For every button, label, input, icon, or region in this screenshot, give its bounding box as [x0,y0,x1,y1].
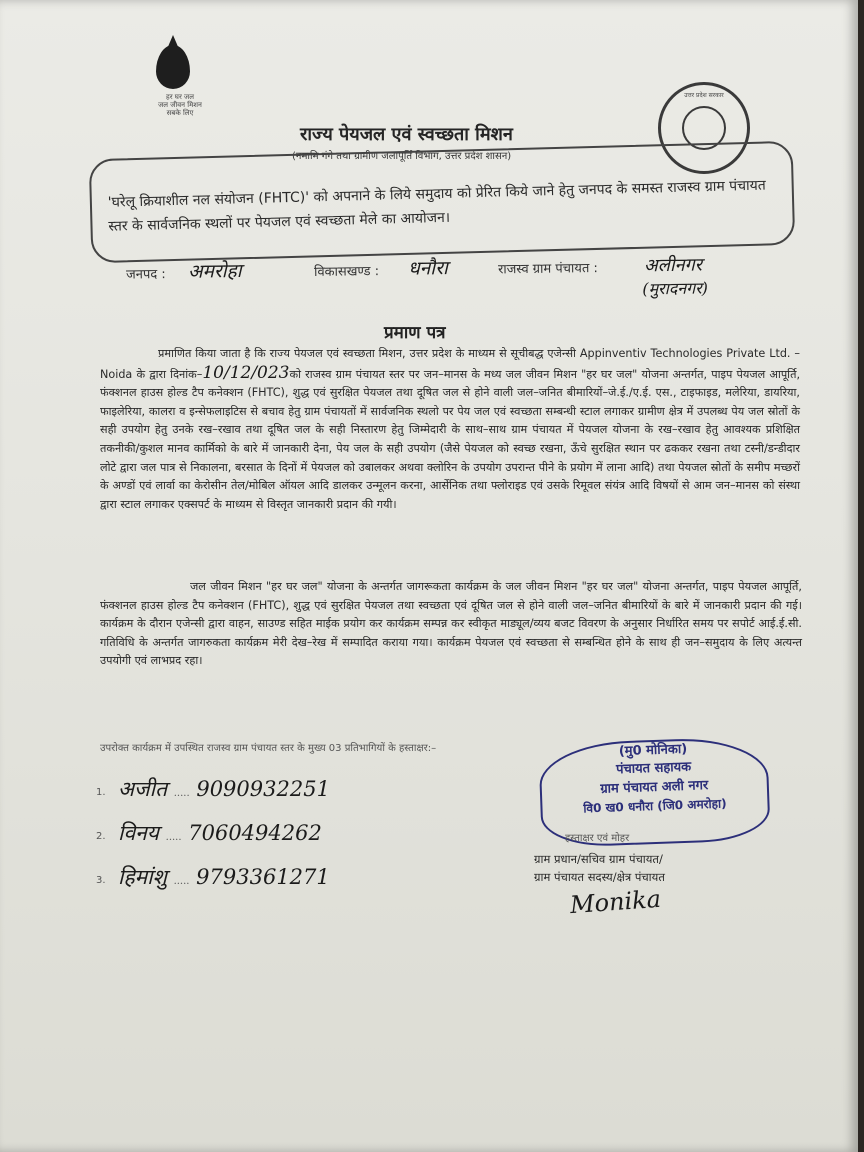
block-value: धनौरा [407,257,448,280]
location-fields [125,254,786,299]
participant-number: 1. [96,787,106,798]
har-ghar-jal-logo [140,45,220,117]
panchayat-value-alt: (मुरादनगर) [642,278,709,299]
banner-text: 'घरेलू क्रियाशील नल संयोजन (FHTC)' को अपनाने के लिये समुदाय को प्रेरित किये जाने हेतु जनपद के समस्त राजस्व ग्राम पंचायत स्तर के सार्वजनिक स्थलों पर पेयजल एवं स्वच्छता मेले का आयोजन। [107,177,766,235]
participant-entry: अजीत ..... 9090932251 [118,777,330,801]
page-subtitle: (नमामि गंगे तथा ग्रामीण जलापूर्ति विभाग, उत्तर प्रदेश शासन) [292,151,512,162]
designation-line-2: ग्राम पंचायत सदस्य/क्षेत्र पंचायत [534,870,665,884]
certificate-heading: प्रमाण पत्र [384,323,446,343]
participant-name: विनय [118,821,159,845]
participant-phone: 9793361271 [196,865,330,889]
stamp-line-2: पंचायत सहायक [615,759,692,778]
logo-text: हर घर जल जल जीवन मिशन सबके लिए [158,93,202,117]
stamp-line-3: ग्राम पंचायत अली नगर [600,778,709,797]
block-label: विकासखण्ड : [313,264,380,280]
certificate-paragraph-1 [100,345,800,514]
participant-name: अजीत [118,777,168,801]
district-value: अमरोहा [187,259,242,283]
page-title: राज्य पेयजल एवं स्वच्छता मिशन [300,124,513,145]
certificate-paragraph-2: जल जीवन मिशन "हर घर जल" योजना के अन्तर्गत जागरूकता कार्यक्रम के जल जीवन मिशन "हर घर जल" योजना अन्तर्गत, पाइप पेयजल आपूर्ति, फंक्शनल हाउस होल्ड टैप कनेक्शन (FHTC), शुद्ध एवं सुरक्षित पेयजल तथा स्वच्छता एवं दूषित जल से होने वाली जल–जनित बीमारियों के बारे में जानकारी प्रदान की गई। कार्यक्रम के दौरान एजेन्सी द्वारा वाहन, साउण्ड सहित माईक प्रयोग कर कार्यक्रम सम्पन्न कर स्वीकृत माड्यूल/व्यय बजट विवरण के अनुसार निर्धारित समय पर सपोर्ट आई.ई.सी. गतिविधि के अन्तर्गत जागरुकता कार्यक्रम मेरी देख–रेख में सम्पादित कराया गया। कार्यक्रम पेयजल एवं स्वच्छता से सम्बन्धित होने के साथ ही जन–समुदाय के लिए अत्यन्त उपयोगी एवं लाभप्रद रहा। [100,580,802,668]
participant-number: 2. [96,831,106,842]
water-drop-icon [156,45,190,89]
handwritten-signature: Monika [569,884,662,920]
stamp-text [547,738,761,819]
participant-entry: विनय ..... 7060494262 [118,821,322,845]
para1-part-b: को राजस्व ग्राम पंचायत स्तर पर जन–मानस के मध्य जल जीवन मिशन "हर घर जल" योजना अन्तर्गत, पाइप पेयजल आपूर्ति, फंक्शनल हाउस होल्ड टैप कनेक्शन (FHTC), शुद्ध एवं सुरक्षित पेयजल तथा दूषित जल से होने वाली जल–जनित बीमारियों–जे.ई./ए.ई. एस., टाइफाइड, मलेरिया, डायरिया, फाइलेरिया, कालरा व इन्सेफलाइटिस से बचाव हेतु ग्राम पंचायतों में सार्वजनिक स्थलो पर पेय जल एवं स्वच्छता सम्बन्धी स्टाल लगाकर ग्रामीण क्षेत्र में उपलब्ध पेय जल स्रोतों के सही उपयोग हेतु उनके रख–रखाव तथा दूषित जल के सही निस्तारण हेतु जिम्मेदारी के साथ–साथ ग्राम पंचायत में पेयजल योजना के रख–रखाव हेतु आवश्यक प्रशिक्षित तकनीकी/कुशल मानव कार्मिको के बारे में जानकारी देना, पेय जल के सही उपयोग (जैसे पेयजल को स्वच्छ रखना, ऊँचे सुरक्षित स्थान पर ढककर रखना तथा टस्नी/डन्डीदार लोटे द्वारा जल पात्र से निकालना, बरसात के दिनों में पेयजल को उबालकर अथवा क्लोरिन के उपयोग उपरान्त पीने के प्रयोग में लाना आदि) तथा पेयजल स्रोतों के समीप मच्छरों के अण्डों एवं लार्वा का केरोसीन तेल/मोबिल ऑयल आदि डालकर उन्मूलन करना, आर्सेनिक तथा फ्लोराइड एवं उसके रिमूवल संयंत्र आदि विषयों से आम जन–मानस को संस्था द्वारा स्टाल लगाकर एक्सपर्ट के माध्यम से विस्तृत जानकारी प्रदान की गयी। [100,367,801,511]
participant-phone: 9090932251 [196,777,330,801]
district-label: जनपद : [125,267,166,283]
participant-name: हिमांशु [118,865,167,889]
signature-caption: हस्ताक्षर एवं मोहर [565,833,630,844]
para1-part-a: प्रमाणित किया जाता है कि राज्य पेयजल एवं स्वच्छता मिशन, उत्तर प्रदेश के माध्यम से सूचीबद्ध एजेन्सी Appinventiv Technologies Private Ltd. – Noida के द्वारा दिनांक– [100,347,800,381]
participants-note: उपरोक्त कार्यक्रम में उपस्थित राजस्व ग्राम पंचायत स्तर के मुख्य 03 प्रतिभागियों के हस्ताक्षर:– [100,743,437,754]
event-date: 10/12/023 [202,362,290,383]
seal-text: उत्तर प्रदेश सरकार [684,92,724,99]
panchayat-label: राजस्व ग्राम पंचायत : [497,261,598,278]
signatory-designation [534,850,665,886]
participant-entry: हिमांशु ..... 9793361271 [118,865,330,889]
stamp-line-1: (मु0 मोनिका) [618,741,688,760]
stamp-line-4: वि0 ख0 धनौरा (जि0 अमरोहा) [583,796,727,816]
participant-number: 3. [96,875,106,886]
designation-line-1: ग्राम प्रधान/सचिव ग्राम पंचायत/ [534,852,663,866]
participant-phone: 7060494262 [188,821,322,845]
panchayat-value: अलीनगर [643,254,703,277]
